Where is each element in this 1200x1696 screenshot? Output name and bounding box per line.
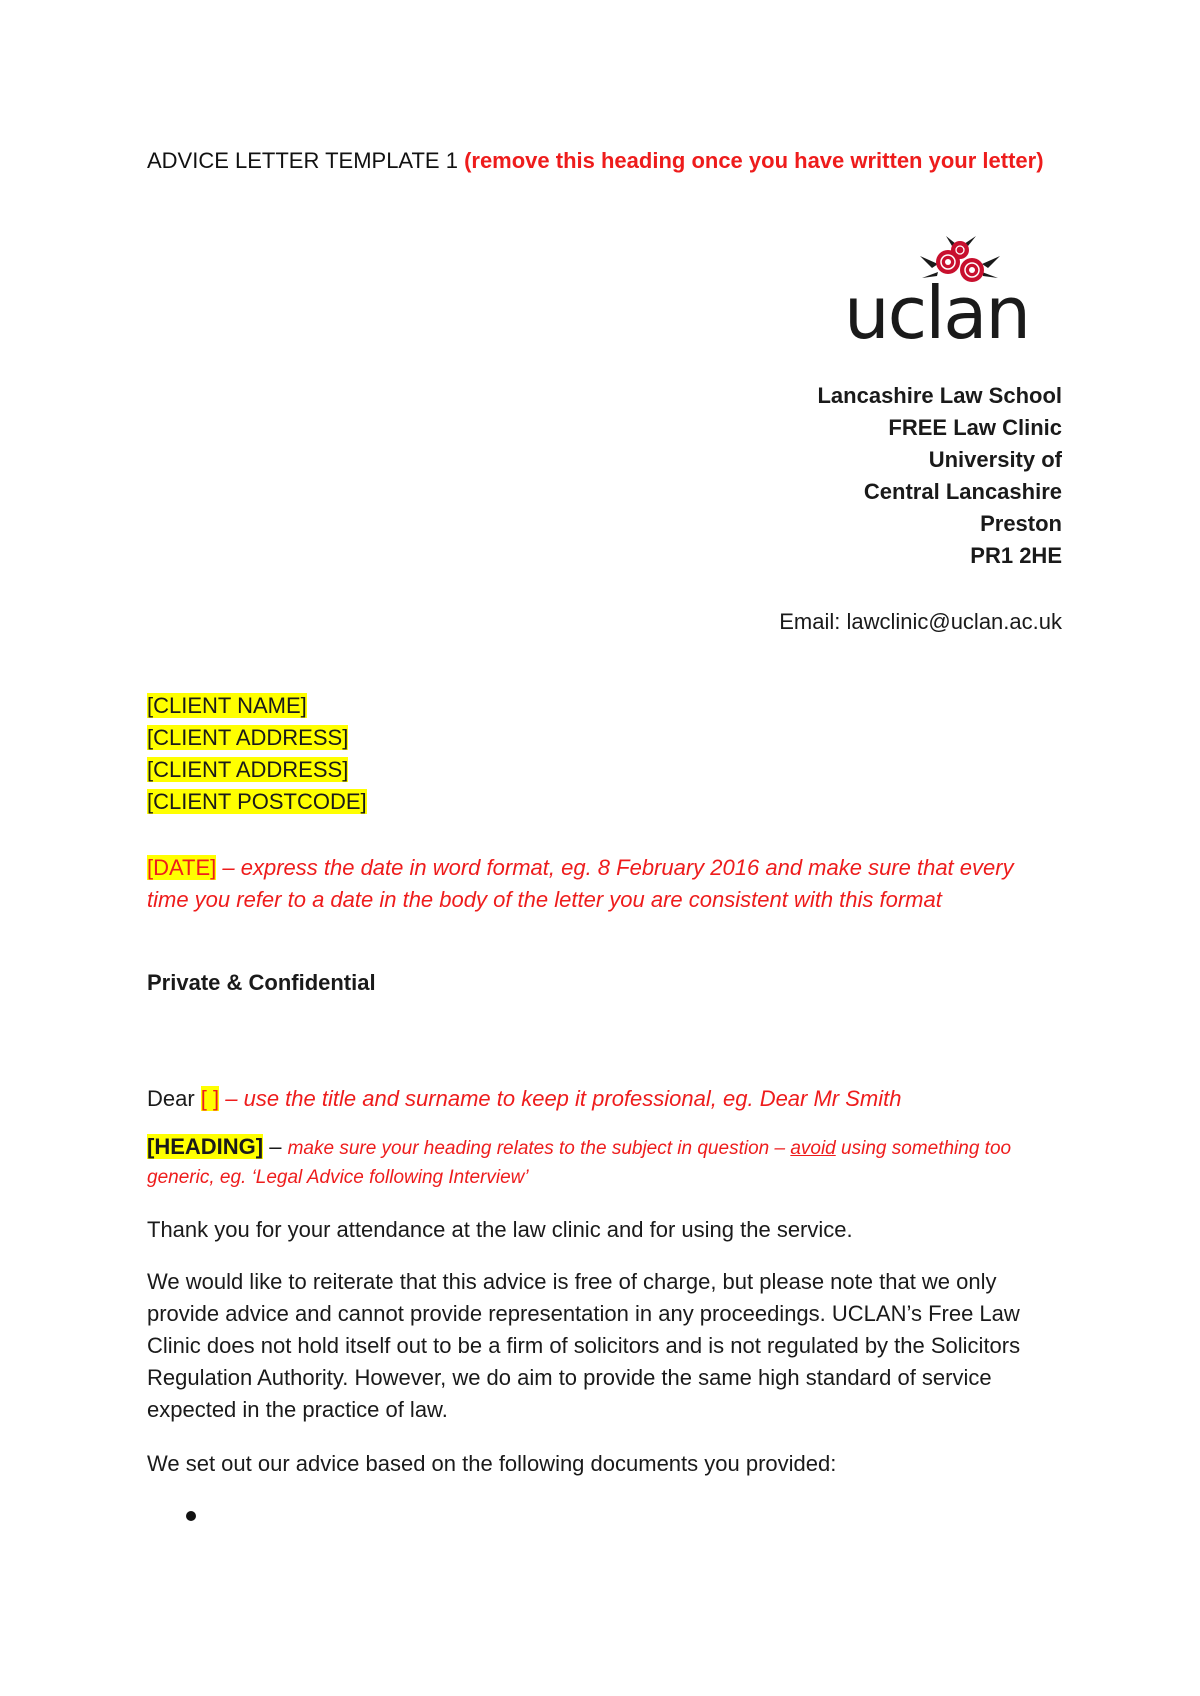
heading-dash: –: [263, 1134, 288, 1159]
address-line: University of: [928, 447, 1062, 472]
clinic-email: Email: lawclinic@uclan.ac.uk: [779, 609, 1062, 634]
salutation-prefix: Dear: [147, 1086, 201, 1111]
heading-instruction: using something too generic, eg. ‘Legal Advice following Interview’: [147, 1138, 1012, 1188]
private-confidential: Private & Confidential: [147, 970, 376, 995]
salutation-placeholder: [ ]: [200, 1086, 220, 1111]
template-heading: [147, 145, 1047, 177]
address-line: Preston: [980, 511, 1062, 536]
body-paragraph: Thank you for your attendance at the law clinic and for using the service.: [147, 1217, 853, 1242]
address-line: Lancashire Law School: [817, 383, 1062, 408]
client-address-block: [147, 690, 367, 818]
template-title: ADVICE LETTER TEMPLATE 1: [147, 148, 458, 173]
salutation: [147, 1083, 1047, 1115]
letter-heading-block: [147, 1133, 1047, 1193]
body-paragraph: We would like to reiterate that this advice is free of charge, but please note that we only provide advice and cannot provide representation in any proceedings. UCLAN’s Free Law Clinic does not hold itself out to be a firm of solicitors and is not regulated by the Solicitors Regulation Authority. However, we do aim to provide the same high standard of service expected in the practice of law.: [147, 1269, 1021, 1422]
address-line: PR1 2HE: [970, 543, 1062, 568]
bullet-point: [186, 1511, 196, 1521]
client-address-placeholder: [CLIENT ADDRESS]: [147, 757, 349, 782]
logo-wordmark: uclan: [844, 271, 1029, 344]
clinic-address: [817, 380, 1062, 572]
rose-emblem-icon: [842, 234, 1062, 344]
date-placeholder: [DATE]: [147, 855, 217, 880]
salutation-instruction: – use the title and surname to keep it professional, eg. Dear Mr Smith: [219, 1086, 902, 1111]
body-paragraph: We set out our advice based on the following documents you provided:: [147, 1451, 837, 1476]
template-note: (remove this heading once you have written your letter): [464, 148, 1044, 173]
heading-placeholder: [HEADING]: [147, 1134, 264, 1159]
date-instruction: – express the date in word format, eg. 8 February 2016 and make sure that every time you refer to a date in the body of the letter you are consistent with this format: [147, 855, 1014, 912]
client-postcode-placeholder: [CLIENT POSTCODE]: [147, 789, 367, 814]
date-block: [147, 852, 1047, 916]
client-name-placeholder: [CLIENT NAME]: [147, 693, 307, 718]
heading-instruction: make sure your heading relates to the subject in question –: [287, 1138, 791, 1159]
uclan-logo: [842, 234, 1062, 344]
client-address-placeholder: [CLIENT ADDRESS]: [147, 725, 349, 750]
address-line: Central Lancashire: [863, 479, 1062, 504]
address-line: FREE Law Clinic: [888, 415, 1062, 440]
heading-instruction-avoid: avoid: [790, 1138, 836, 1159]
